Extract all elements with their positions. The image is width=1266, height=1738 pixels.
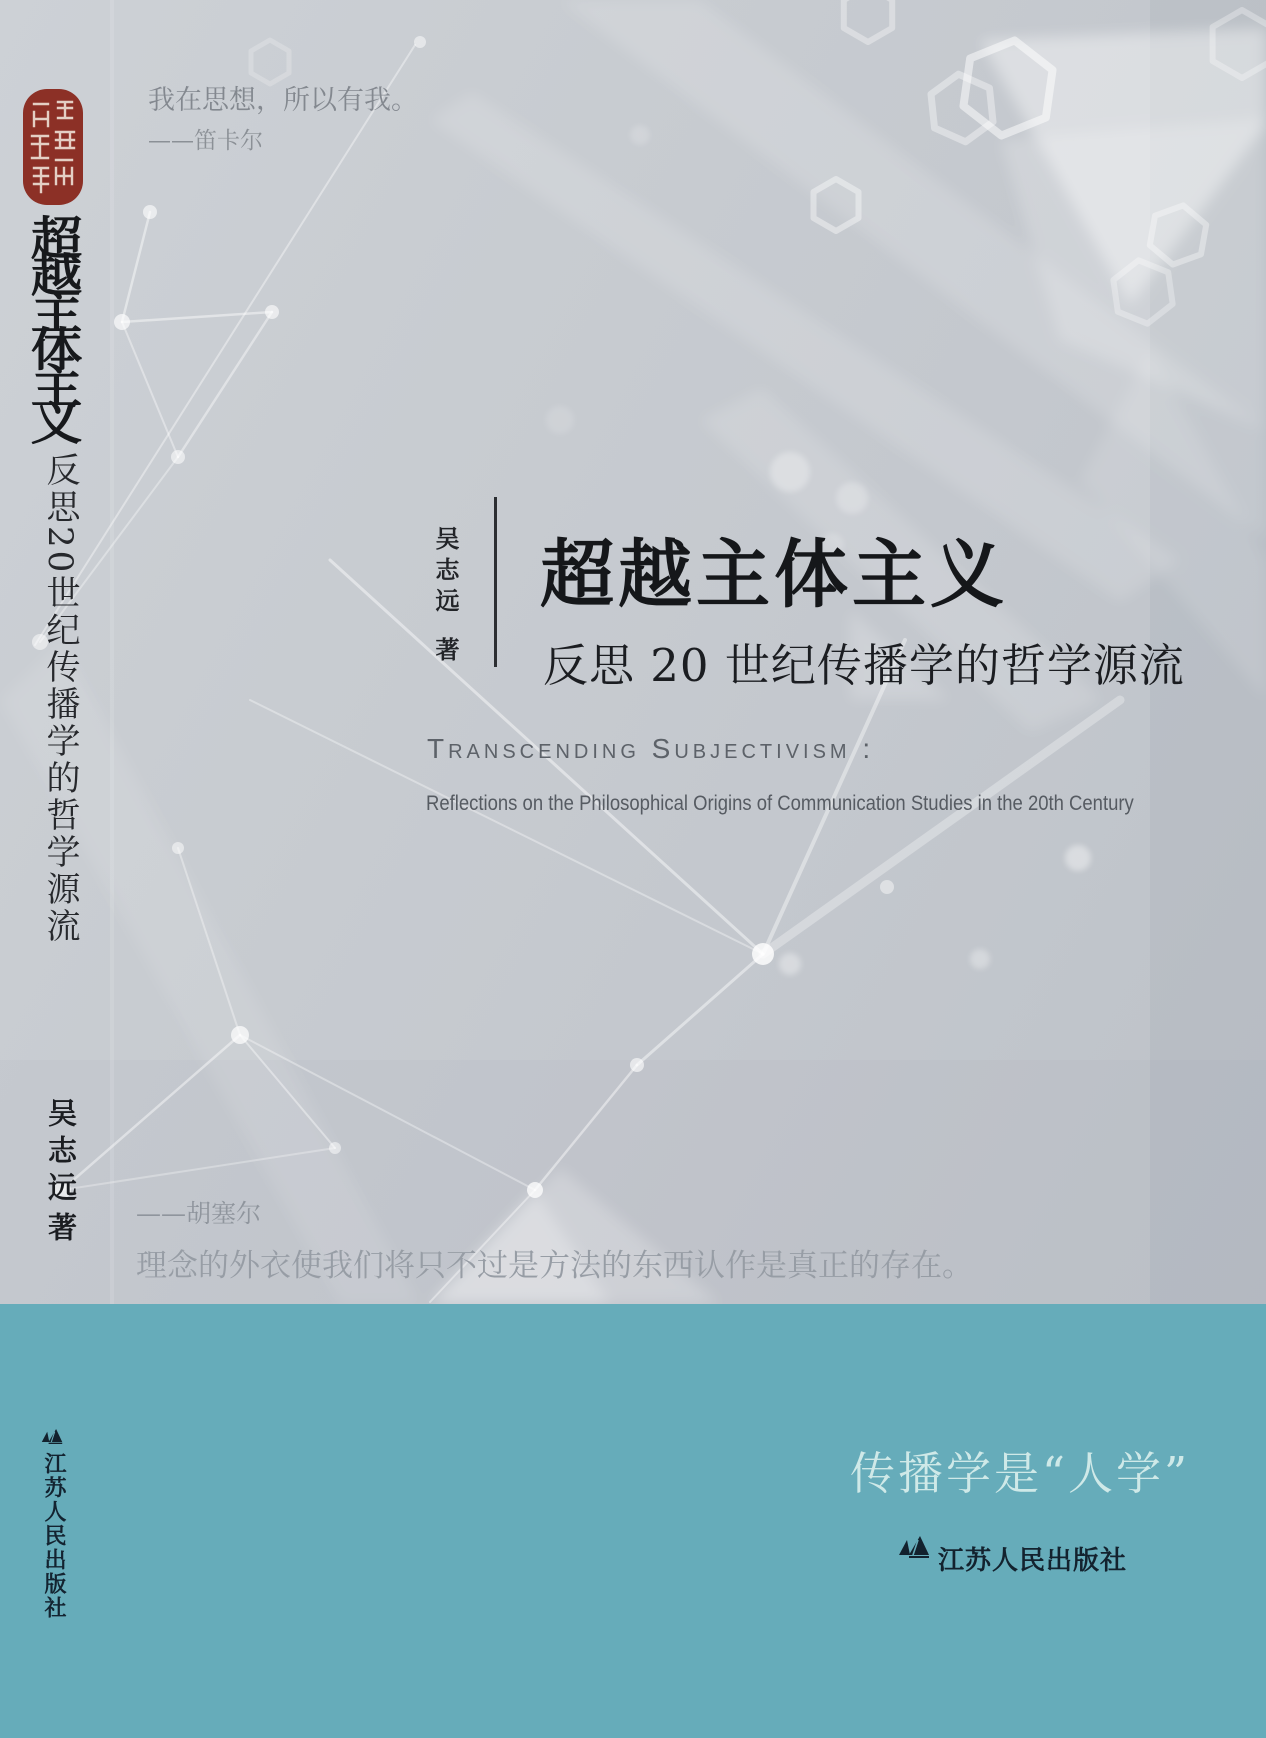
spine-subtitle: 反思20世纪传播学的哲学源流 [40,452,80,946]
bottom-band [0,1304,1266,1738]
author-name: 吴志远 [431,526,458,619]
spine-title: 超越主体主义 [24,214,83,436]
bottom-quote-attribution: ——胡塞尔 [136,1199,262,1228]
spine-publisher-name: 江苏人民出版社 [42,1452,67,1620]
top-quote-text: 我在思想，所以有我。 [148,85,418,116]
author-role: 著 [431,637,458,661]
publisher-logo-icon [899,1536,929,1558]
book-title: 超越主体主义 [540,533,1008,616]
book-title-english: Transcending Subjectivism : [427,733,875,764]
spine-author-role: 著 [44,1212,76,1241]
top-quote-attribution: ——笛卡尔 [148,128,263,154]
bottom-quote-text: 理念的外衣使我们将只不过是方法的东西认作是真正的存在。 [136,1248,973,1284]
author-divider-line [494,497,497,667]
red-seal-stamp-icon [22,88,84,206]
spine-publisher-logo-icon [41,1429,63,1444]
publisher-name: 江苏人民出版社 [938,1545,1128,1575]
book-subtitle: 反思 20 世纪传播学的哲学源流 [543,639,1185,692]
spine-author: 吴志远 [44,1098,76,1209]
book-subtitle-english: Reflections on the Philosophical Origins of Communication Studies in the 20th Century [426,792,1134,815]
band-slogan: 传播学是“人学” [850,1447,1191,1500]
